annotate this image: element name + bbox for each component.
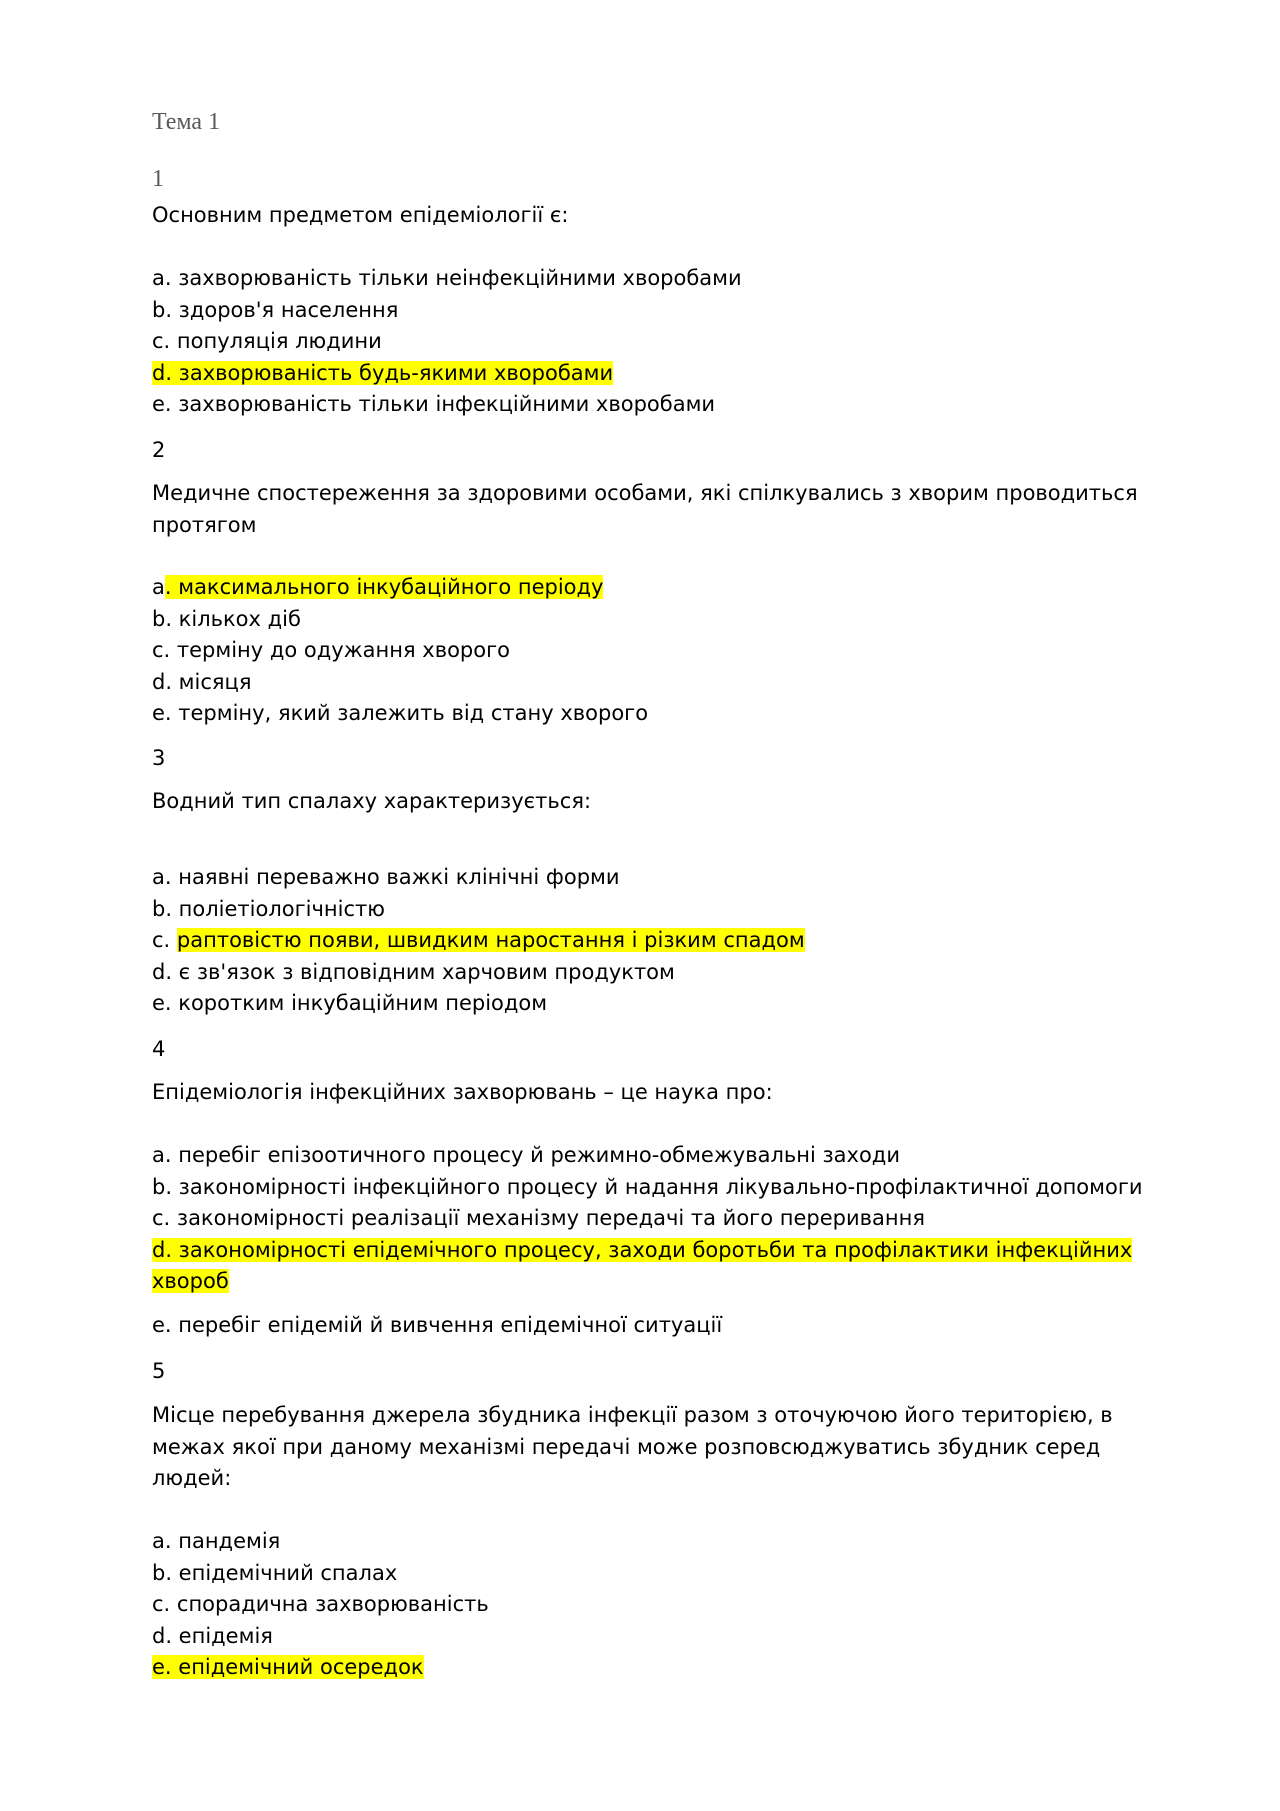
option-a: a. захворюваність тільки неінфекційними хворобами <box>152 266 742 290</box>
option-b: b. епідемічний спалах <box>152 1560 398 1585</box>
answer-highlight: . максимального інкубаційного періоду <box>164 575 604 599</box>
option-d-correct <box>152 1235 1172 1298</box>
question-5-text: Місце перебування джерела збудника інфекції разом з оточуючою його територією, в межах якої при даному механізмі передачі може розповсюджуватись збудник серед людей: <box>152 1403 1113 1490</box>
option-c: c. закономірності реалізації механізму передачі та його переривання <box>152 1206 925 1230</box>
option-d-correct <box>152 358 1172 390</box>
option-c-correct: c. раптовістю появи, швидким наростання і різким спадом <box>152 928 805 952</box>
question-1-options <box>152 263 1172 421</box>
option-e: e. терміну, який залежить від стану хворого <box>152 701 649 725</box>
option-c: c. терміну до одужання хворого <box>152 638 510 662</box>
option-e-correct <box>152 1652 1172 1684</box>
answer-highlight: e. епідемічний осередок <box>152 1655 424 1679</box>
option-d: d. епідемія <box>152 1623 273 1648</box>
question-1-text: Основним предметом епідеміології є: <box>152 203 569 227</box>
question-3-number: 3 <box>152 746 166 770</box>
option-c: c. спорадична захворюваність <box>152 1592 489 1616</box>
option-a: a. наявні переважно важкі клінічні форми <box>152 865 620 889</box>
section-number: 1 <box>152 166 164 192</box>
question-4-text: Епідеміологія інфекційних захворювань – це наука про: <box>152 1080 773 1104</box>
option-b: b. закономірності інфекційного процесу й надання лікувально-профілактичної допомоги <box>152 1174 1143 1199</box>
option-b: b. поліетіологічністю <box>152 896 385 921</box>
option-a: a. перебіг епізоотичного процесу й режимно-обмежувальні заходи <box>152 1143 900 1167</box>
question-4-options <box>152 1140 1172 1341</box>
question-5-options <box>152 1526 1172 1684</box>
option-d: d. є зв'язок з відповідним харчовим продуктом <box>152 959 675 984</box>
option-e: e. перебіг епідемій й вивчення епідемічної ситуації <box>152 1312 723 1337</box>
option-a-correct: a. максимального інкубаційного періоду <box>152 575 604 599</box>
answer-highlight: d. закономірності епідемічного процесу, заходи боротьби та профілактики інфекційних хвороб <box>152 1237 1133 1293</box>
option-e: e. захворюваність тільки інфекційними хворобами <box>152 392 716 416</box>
option-c: c. популяція людини <box>152 329 382 353</box>
question-3-text: Водний тип спалаху характеризується: <box>152 789 592 813</box>
question-3-options <box>152 862 1172 1020</box>
question-5-number: 5 <box>152 1359 166 1383</box>
question-2-options <box>152 572 1172 730</box>
answer-highlight: d. захворюваність будь-якими хворобами <box>152 360 614 385</box>
option-b: b. кількох діб <box>152 606 301 631</box>
question-2-number: 2 <box>152 438 166 462</box>
question-2-text: Медичне спостереження за здоровими особами, які спілкувались з хворим проводиться протягом <box>152 481 1138 537</box>
question-4-number: 4 <box>152 1037 166 1061</box>
document-title: Тема 1 <box>152 109 221 135</box>
option-b: b. здоров'я населення <box>152 297 399 322</box>
option-a: a. пандемія <box>152 1529 281 1553</box>
option-d: d. місяця <box>152 669 252 694</box>
answer-highlight: раптовістю появи, швидким наростання і різким спадом <box>176 928 805 952</box>
option-e: e. коротким інкубаційним періодом <box>152 991 548 1015</box>
